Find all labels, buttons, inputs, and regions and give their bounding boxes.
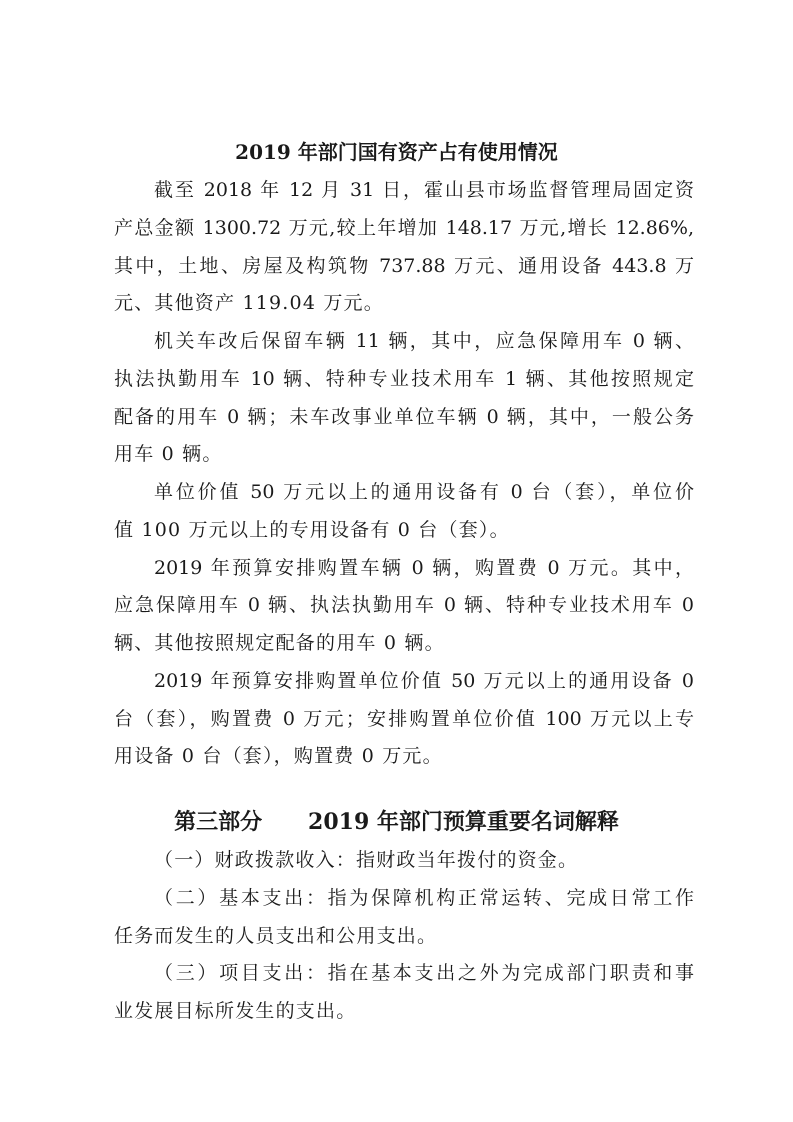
text-line: （一）财政拨款收入：指财政当年拨付的资金。 xyxy=(154,849,579,871)
text-line: 用车 0 辆。 xyxy=(114,443,223,465)
text-line: 其中，土地、房屋及构筑物 737.88 万元、通用设备 443.8 万 xyxy=(114,255,694,277)
text-line: 产总金额 1300.72 万元,较上年增加 148.17 万元,增长 12.86%, xyxy=(114,217,694,239)
text-line: 单位价值 50 万元以上的通用设备有 0 台（套），单位价 xyxy=(154,481,694,503)
text-line: 值 100 万元以上的专用设备有 0 台（套）。 xyxy=(114,519,510,541)
text-line: 元、其他资产 119.04 万元。 xyxy=(114,292,384,314)
text-line: 2019 年预算安排购置车辆 0 辆，购置费 0 万元。其中， xyxy=(154,557,694,579)
text-line: （二）基本支出：指为保障机构正常运转、完成日常工作 xyxy=(154,887,694,909)
text-line: 任务而发生的人员支出和公用支出。 xyxy=(114,925,438,947)
text-line: 机关车改后保留车辆 11 辆，其中，应急保障用车 0 辆、 xyxy=(154,330,694,352)
section-title-glossary: 第三部分 2019 年部门预算重要名词解释 xyxy=(174,809,619,835)
text-line: （三）项目支出：指在基本支出之外为完成部门职责和事 xyxy=(154,962,694,984)
text-line: 应急保障用车 0 辆、执法执勤用车 0 辆、特种专业技术用车 0 xyxy=(114,594,694,616)
text-line: 执法执勤用车 10 辆、特种专业技术用车 1 辆、其他按照规定 xyxy=(114,368,694,390)
text-line: 2019 年预算安排购置单位价值 50 万元以上的通用设备 0 xyxy=(154,670,694,692)
section-title-asset-usage: 2019 年部门国有资产占有使用情况 xyxy=(235,140,558,164)
text-line: 台（套），购置费 0 万元；安排购置单位价值 100 万元以上专 xyxy=(114,708,694,730)
text-line: 业发展目标所发生的支出。 xyxy=(114,1000,357,1022)
text-line: 辆、其他按照规定配备的用车 0 辆。 xyxy=(114,632,445,654)
text-line: 用设备 0 台（套），购置费 0 万元。 xyxy=(114,745,443,767)
text-line: 配备的用车 0 辆；未车改事业单位车辆 0 辆，其中，一般公务 xyxy=(114,406,694,428)
text-line: 截至 2018 年 12 月 31 日，霍山县市场监督管理局固定资 xyxy=(154,179,694,201)
